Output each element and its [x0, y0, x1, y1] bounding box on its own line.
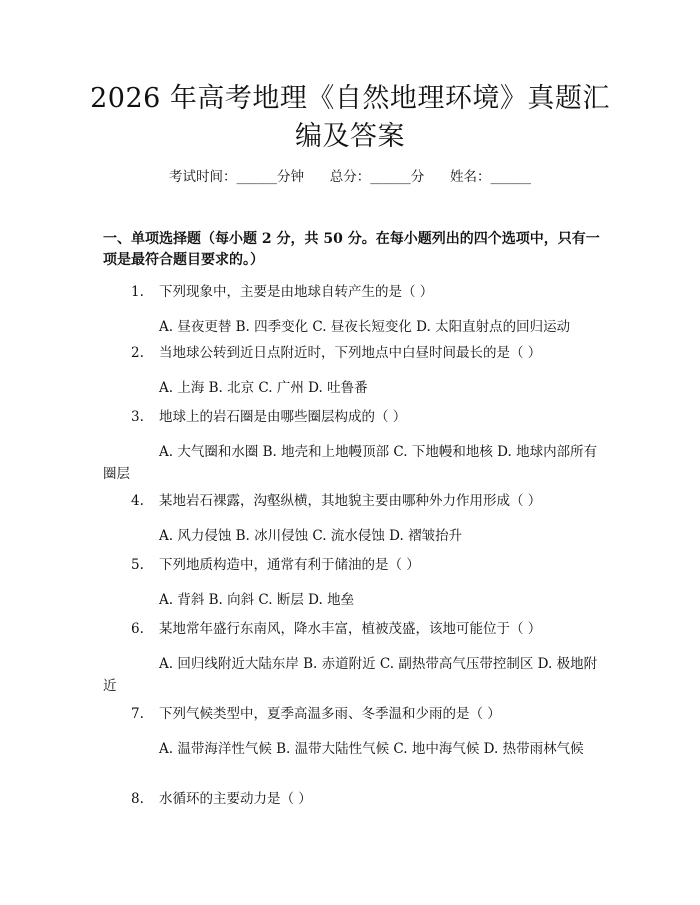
question-5	[103, 554, 603, 611]
question-number: 7.	[131, 706, 144, 722]
document-title: 2026 年高考地理《自然地理环境》真题汇编及答案	[90, 83, 610, 152]
question-stem: 当地球公转到近日点附近时，下列地点中白昼时间最长的是（ ）	[159, 345, 542, 361]
question-options: A. 背斜 B. 向斜 C. 断层 D. 地垒	[159, 592, 355, 608]
question-number: 8.	[131, 791, 144, 807]
question-6	[103, 618, 603, 697]
question-3	[103, 406, 603, 485]
section-heading: 一、单项选择题（每小题 2 分，共 50 分。在每小题列出的四个选项中，只有一项是最符合题目要求的。）	[103, 231, 600, 268]
question-stem: 某地常年盛行东南风，降水丰富，植被茂盛，该地可能位于（ ）	[159, 621, 542, 637]
question-number: 4.	[131, 493, 144, 509]
question-7	[103, 703, 603, 760]
question-stem: 下列气候类型中，夏季高温多雨、冬季温和少雨的是（ ）	[159, 706, 501, 722]
question-1	[103, 281, 603, 338]
question-stem: 下列地质构造中，通常有利于储油的是（ ）	[159, 557, 420, 573]
question-8	[103, 788, 603, 810]
exam-meta-line: 考试时间：______分钟 总分：______分 姓名：______	[169, 169, 531, 185]
question-2	[103, 342, 603, 399]
question-stem: 某地岩石裸露，沟壑纵横，其地貌主要由哪种外力作用形成（ ）	[159, 493, 542, 509]
question-options: A. 昼夜更替 B. 四季变化 C. 昼夜长短变化 D. 太阳直射点的回归运动	[159, 319, 571, 335]
question-number: 3.	[131, 409, 144, 425]
question-stem: 地球上的岩石圈是由哪些圈层构成的（ ）	[159, 409, 407, 425]
question-options: A. 回归线附近大陆东岸 B. 赤道附近 C. 副热带高气压带控制区 D. 极地附近	[103, 656, 598, 694]
question-options: A. 温带海洋性气候 B. 温带大陆性气候 C. 地中海气候 D. 热带雨林气候	[159, 741, 584, 757]
question-number: 2.	[131, 345, 144, 361]
question-options: A. 风力侵蚀 B. 冰川侵蚀 C. 流水侵蚀 D. 褶皱抬升	[159, 528, 463, 544]
question-stem: 水循环的主要动力是（ ）	[159, 791, 312, 807]
question-number: 5.	[131, 557, 144, 573]
question-options: A. 上海 B. 北京 C. 广州 D. 吐鲁番	[159, 380, 368, 396]
question-4	[103, 490, 603, 547]
question-number: 1.	[131, 284, 144, 300]
question-stem: 下列现象中，主要是由地球自转产生的是（ ）	[159, 284, 434, 300]
question-options: A. 大气圈和水圈 B. 地壳和上地幔顶部 C. 下地幔和地核 D. 地球内部所有圈层	[103, 444, 598, 482]
question-number: 6.	[131, 621, 144, 637]
